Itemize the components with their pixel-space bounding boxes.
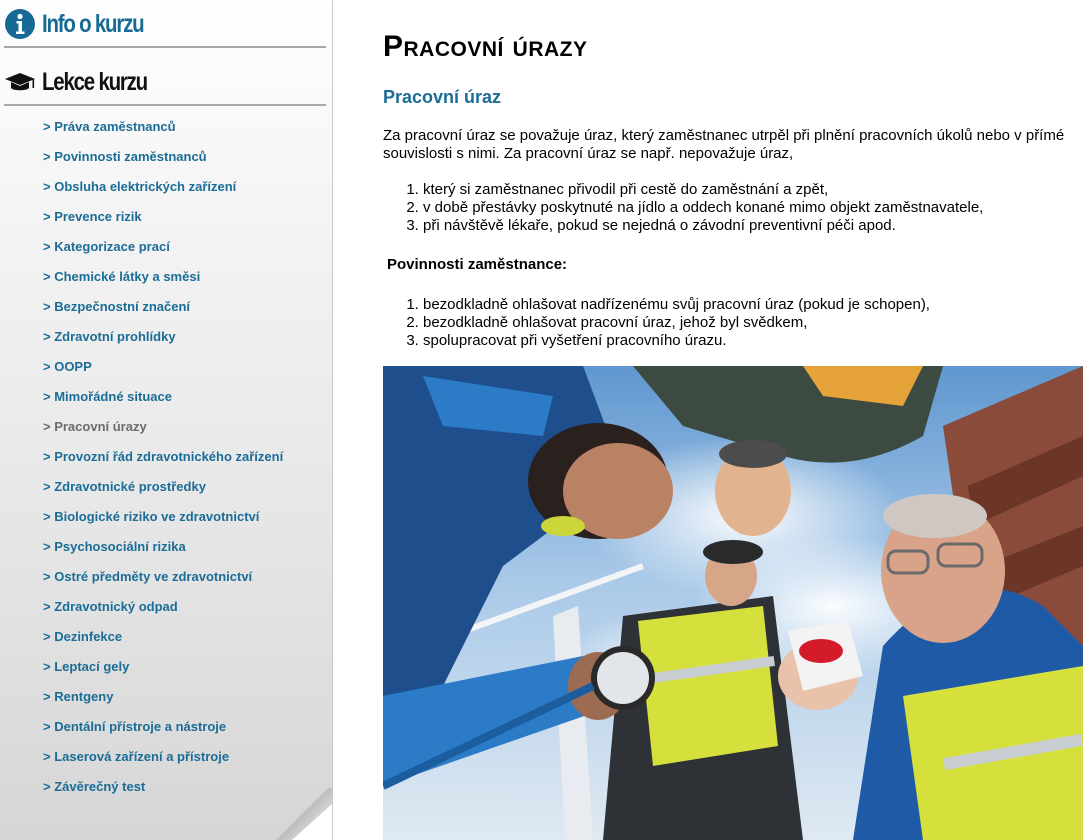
lesson-link-psychosocialni-rizika[interactable]: > Psychosociální rizika	[43, 539, 186, 554]
exclusions-list	[383, 181, 983, 235]
lesson-link-prevence-rizik[interactable]: > Prevence rizik	[43, 209, 142, 224]
lesson-link-laserova-zarizeni[interactable]: > Laserová zařízení a přístroje	[43, 749, 230, 764]
intro-paragraph: Za pracovní úraz se považuje úraz, který zaměstnanec utrpěl při plnění pracovních úkolů nebo v přímé souvislosti s nimi. Za pracovní úraz se např. nepovažuje úraz,	[383, 127, 1065, 162]
lesson-link-dentalni-pristroje[interactable]: > Dentální přístroje a nástroje	[43, 719, 227, 734]
lesson-link-ostre-predmety[interactable]: > Ostré předměty ve zdravotnictví	[43, 569, 253, 584]
workplace-injury-photo	[383, 366, 1083, 840]
lesson-link-rentgeny[interactable]: > Rentgeny	[43, 689, 114, 704]
lesson-link-pracovni-urazy-current[interactable]: > Pracovní úrazy	[43, 419, 147, 434]
section-title: Pracovní úraz	[383, 87, 502, 107]
duties-heading: Povinnosti zaměstnance:	[387, 256, 568, 273]
lesson-link-oopp[interactable]: > OOPP	[43, 359, 92, 374]
lesson-link-prava-zamestnancu[interactable]: > Práva zaměstnanců	[43, 119, 176, 134]
lesson-link-dezinfekce[interactable]: > Dezinfekce	[43, 629, 123, 644]
lesson-link-mimoradne-situace[interactable]: > Mimořádné situace	[43, 389, 172, 404]
lesson-link-zdravotnicky-odpad[interactable]: > Zdravotnický odpad	[43, 599, 178, 614]
course-lessons-heading: Lekce kurzu	[42, 67, 147, 96]
graduation-cap-icon	[4, 66, 36, 98]
lesson-link-chemicke-latky[interactable]: > Chemické látky a směsi	[43, 269, 201, 284]
course-info-link[interactable]	[4, 2, 326, 48]
lesson-link-zdravotnicke-prostredky[interactable]: > Zdravotnické prostředky	[43, 479, 206, 494]
sidebar	[0, 0, 333, 840]
lesson-link-obsluha-elektrickych-zarizeni[interactable]: > Obsluha elektrických zařízení	[43, 179, 237, 194]
page-title: Pracovní úrazy	[383, 30, 588, 63]
lesson-link-zaverecny-test[interactable]: > Závěrečný test	[43, 779, 146, 794]
lesson-link-biologicke-riziko[interactable]: > Biologické riziko ve zdravotnictví	[43, 509, 260, 524]
list-item: 2. bezodkladně ohlašovat pracovní úraz, jehož byl svědkem,	[423, 314, 930, 332]
list-item: 1. který si zaměstnanec přivodil při cestě do zaměstnání a zpět,	[423, 181, 983, 199]
lesson-list	[43, 116, 283, 806]
list-item: 1. bezodkladně ohlašovat nadřízenému svůj pracovní úraz (pokud je schopen),	[423, 296, 930, 314]
course-info-heading: Info o kurzu	[42, 9, 144, 38]
lesson-link-povinnosti-zamestnancu[interactable]: > Povinnosti zaměstnanců	[43, 149, 207, 164]
list-item: 2. v době přestávky poskytnuté na jídlo a oddech konané mimo objekt zaměstnavatele,	[423, 199, 983, 217]
course-lessons-section	[4, 60, 326, 106]
info-icon	[4, 8, 36, 40]
lesson-link-leptaci-gely[interactable]: > Leptací gely	[43, 659, 130, 674]
main-content	[383, 0, 1083, 840]
list-item: 3. při návštěvě lékaře, pokud se nejedná o závodní preventivní péči apod.	[423, 217, 983, 235]
list-item: 3. spolupracovat při vyšetření pracovního úrazu.	[423, 332, 930, 350]
lesson-link-bezpecnostni-znaceni[interactable]: > Bezpečnostní značení	[43, 299, 191, 314]
lesson-link-kategorizace-praci[interactable]: > Kategorizace prací	[43, 239, 170, 254]
duties-list	[383, 296, 930, 350]
page-curl-corner	[292, 804, 332, 840]
lesson-link-provozni-rad[interactable]: > Provozní řád zdravotnického zařízení	[43, 449, 284, 464]
lesson-link-zdravotni-prohlidky[interactable]: > Zdravotní prohlídky	[43, 329, 176, 344]
